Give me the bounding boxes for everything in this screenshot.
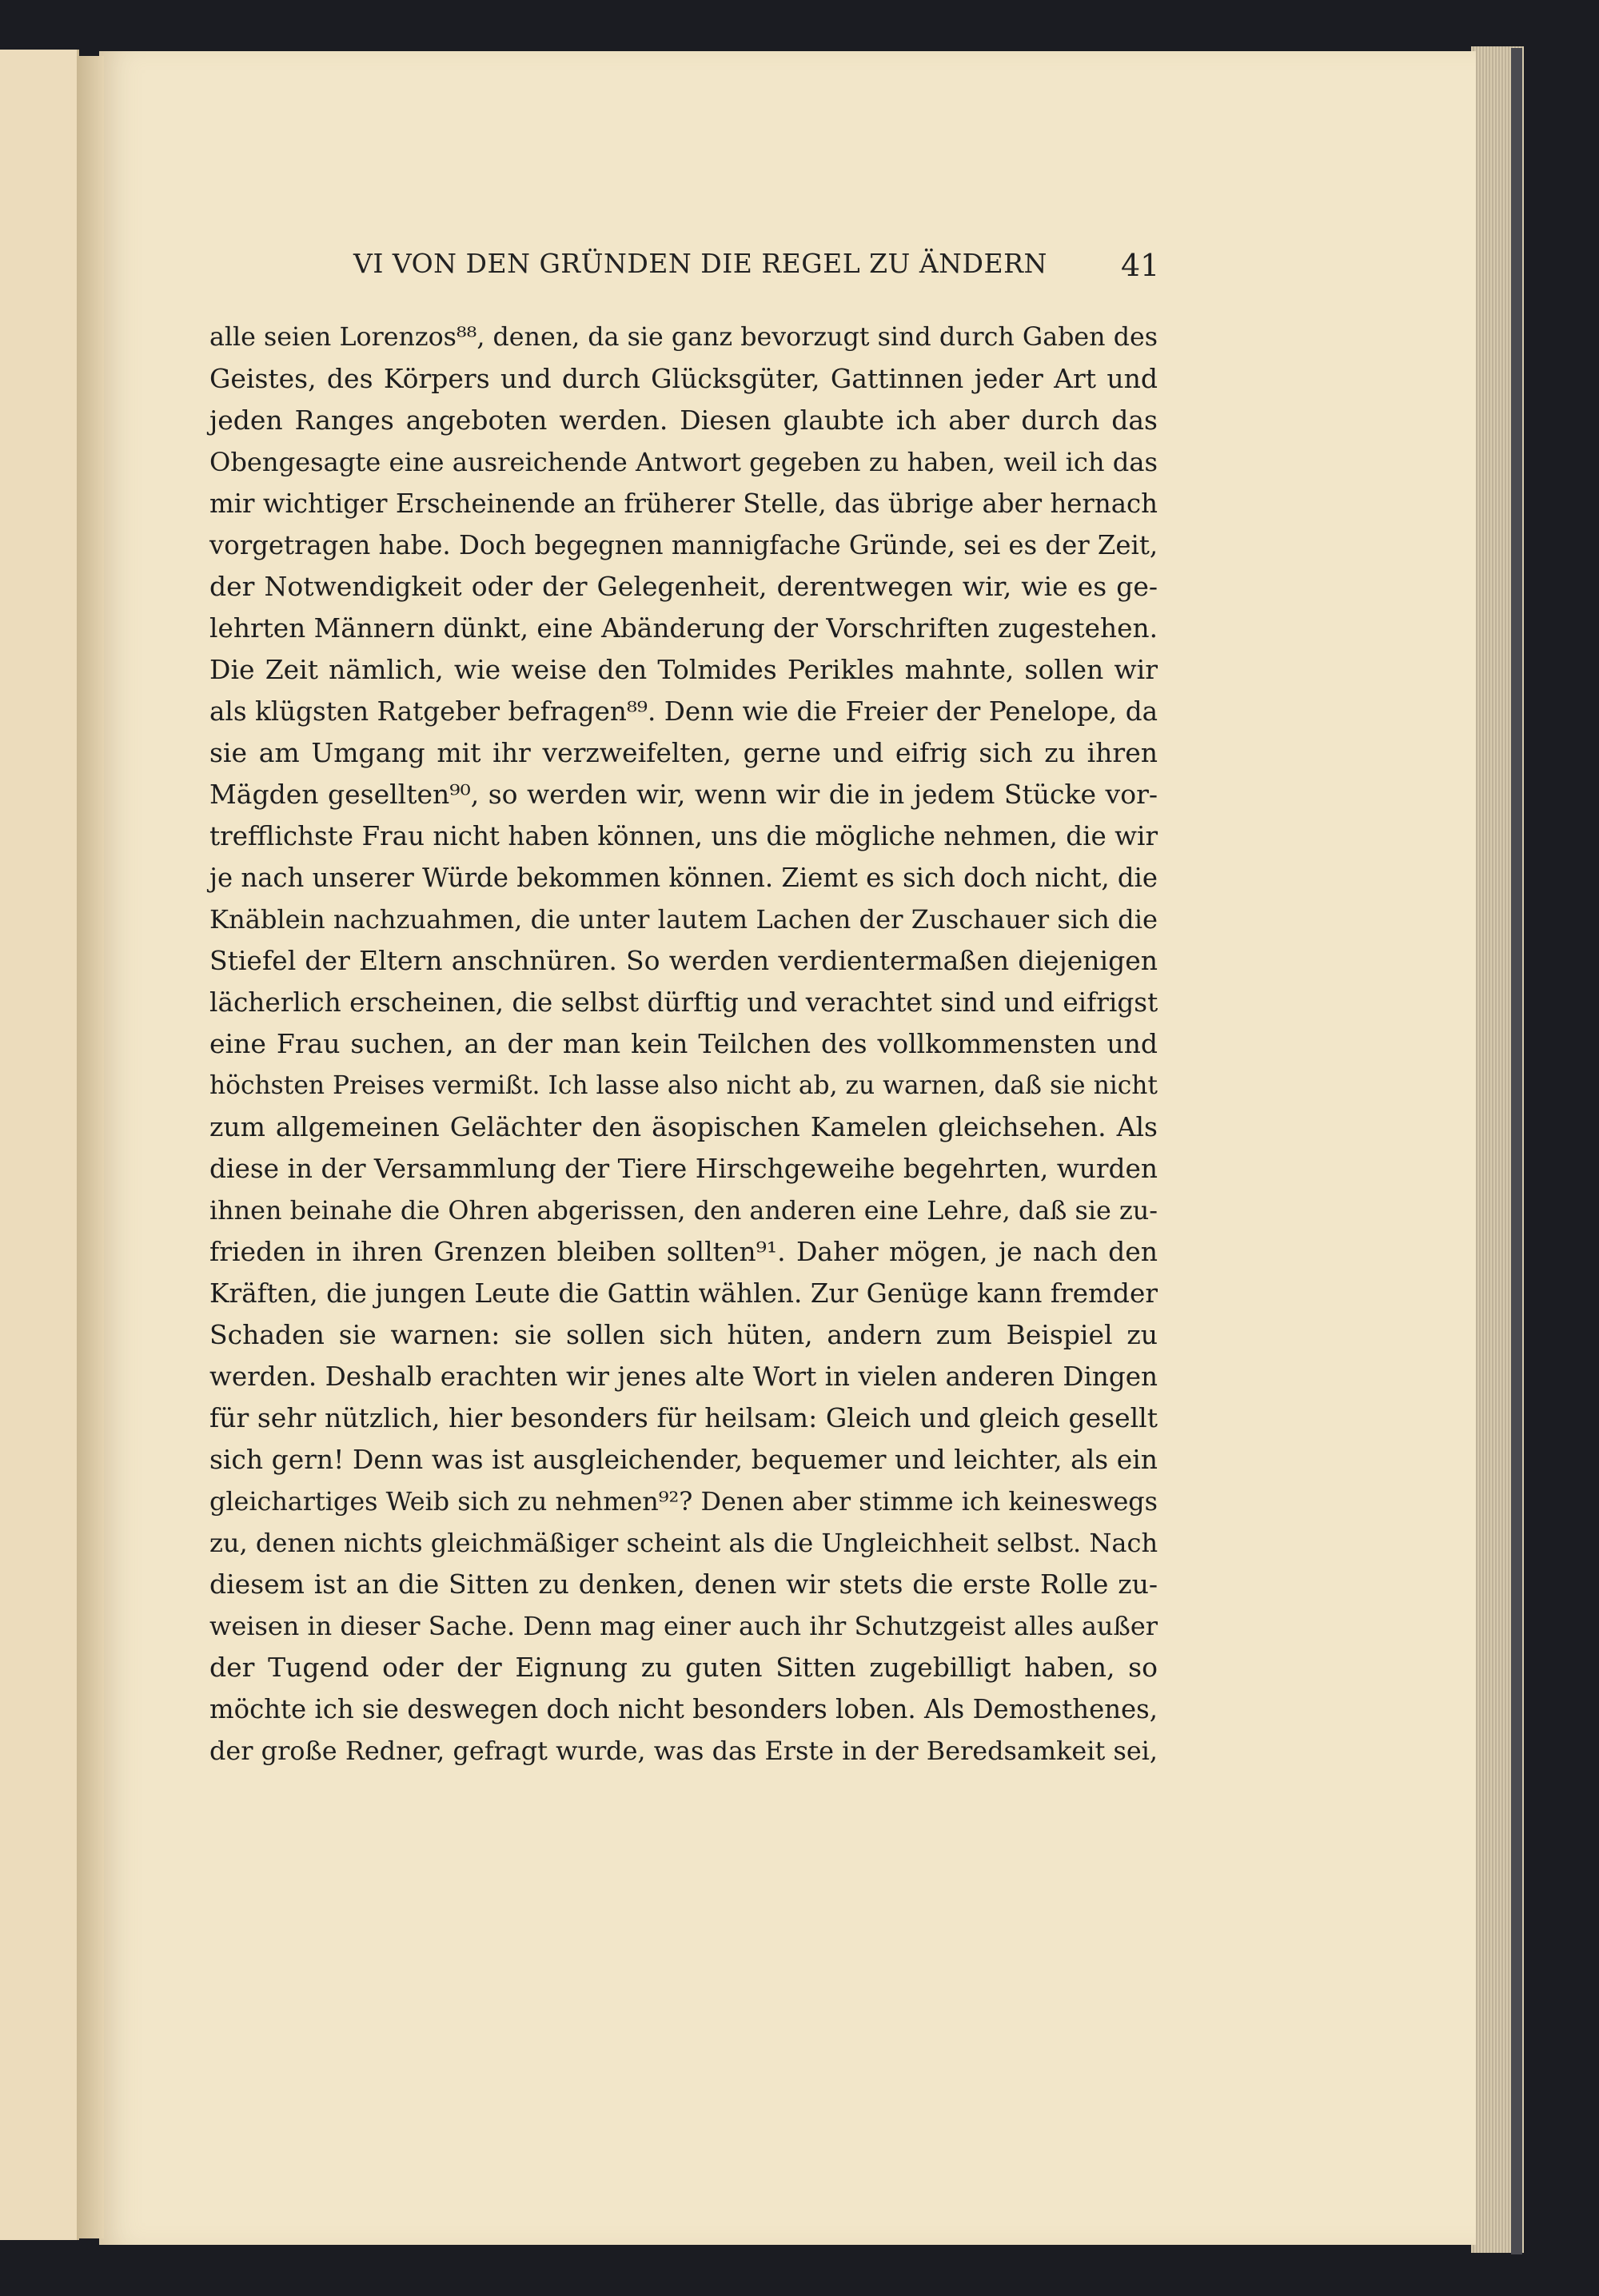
text-line: lehrten Männern dünkt, eine Abänderung der Vorschriften zugestehen. bbox=[209, 613, 1158, 644]
text-line: der Tugend oder der Eignung zu guten Sitten zugebilligt haben, so bbox=[209, 1652, 1158, 1683]
text-line: sie am Umgang mit ihr verzweifelten, gerne und eifrig sich zu ihren bbox=[209, 737, 1158, 768]
text-line: je nach unserer Würde bekommen können. Ziemt es sich doch nicht, die bbox=[209, 863, 1158, 893]
text-line: lächerlich erscheinen, die selbst dürftig und verachtet sind und eifrigst bbox=[209, 987, 1158, 1018]
text-line: gleichartiges Weib sich zu nehmen⁹²? Denen aber stimme ich keineswegs bbox=[209, 1486, 1158, 1517]
text-line: alle seien Lorenzos⁸⁸, denen, da sie ganz bevorzugt sind durch Gaben des bbox=[209, 323, 1158, 352]
text-line: möchte ich sie deswegen doch nicht besonders loben. Als Demosthenes, bbox=[209, 1694, 1158, 1724]
text-line: zu, denen nichts gleichmäßiger scheint als die Ungleichheit selbst. Nach bbox=[209, 1528, 1158, 1558]
text-line: Geistes, des Körpers und durch Glücksgüter, Gattinnen jeder Art und bbox=[209, 363, 1158, 394]
page-gutter bbox=[77, 56, 104, 2238]
running-header: VI VON DEN GRÜNDEN DIE REGEL ZU ÄNDERN bbox=[353, 248, 1047, 279]
text-line: vorgetragen habe. Doch begegnen mannigfache Gründe, sei es der Zeit, bbox=[209, 530, 1158, 560]
text-line: Stiefel der Eltern anschnüren. So werden verdientermaßen diejenigen bbox=[209, 945, 1158, 976]
text-line: Knäblein nachzuahmen, die unter lautem Lachen der Zuschauer sich die bbox=[209, 904, 1158, 935]
text-line: ihnen beinahe die Ohren abgerissen, den anderen eine Lehre, daß sie zu- bbox=[209, 1195, 1158, 1226]
text-line: diesem ist an die Sitten zu denken, denen wir stets die erste Rolle zu- bbox=[209, 1569, 1158, 1600]
text-line: mir wichtiger Erscheinende an früherer Stelle, das übrige aber hernach bbox=[209, 488, 1158, 519]
text-line: eine Frau suchen, an der man kein Teilchen des vollkommensten und bbox=[209, 1028, 1158, 1059]
text-line: der große Redner, gefragt wurde, was das Erste in der Beredsamkeit sei, bbox=[209, 1736, 1158, 1766]
text-line: als klügsten Ratgeber befragen⁸⁹. Denn wie die Freier der Penelope, da bbox=[209, 696, 1158, 727]
left-page-edge bbox=[0, 50, 79, 2240]
text-line: werden. Deshalb erachten wir jenes alte Wort in vielen anderen Dingen bbox=[209, 1361, 1158, 1392]
text-line: für sehr nützlich, hier besonders für heilsam: Gleich und gleich gesellt bbox=[209, 1402, 1158, 1433]
text-line: sich gern! Denn was ist ausgleichender, bequemer und leichter, als ein bbox=[209, 1444, 1158, 1475]
text-line: Schaden sie warnen: sie sollen sich hüten, andern zum Beispiel zu bbox=[209, 1319, 1158, 1350]
text-line: zum allgemeinen Gelächter den äsopischen Kamelen gleichsehen. Als bbox=[209, 1111, 1158, 1142]
text-line: weisen in dieser Sache. Denn mag einer auch ihr Schutzgeist alles außer bbox=[209, 1611, 1158, 1641]
text-line: diese in der Versammlung der Tiere Hirschgeweihe begehrten, wurden bbox=[209, 1154, 1158, 1184]
text-line: der Notwendigkeit oder der Gelegenheit, derentwegen wir, wie es ge- bbox=[209, 571, 1158, 602]
text-line: Die Zeit nämlich, wie weise den Tolmides Perikles mahnte, sollen wir bbox=[209, 654, 1158, 685]
text-line: frieden in ihren Grenzen bleiben sollten⁹¹. Daher mögen, je nach den bbox=[209, 1236, 1158, 1267]
text-line: jeden Ranges angeboten werden. Diesen glaubte ich aber durch das bbox=[209, 405, 1158, 436]
text-line: trefflichste Frau nicht haben können, uns die mögliche nehmen, die wir bbox=[209, 821, 1158, 851]
book-cover-edge bbox=[1511, 48, 1522, 2254]
text-line: höchsten Preises vermißt. Ich lasse also nicht ab, zu warnen, daß sie nicht bbox=[209, 1071, 1158, 1100]
page-number: 41 bbox=[1121, 248, 1160, 283]
text-line: Mägden gesellten⁹⁰, so werden wir, wenn wir die in jedem Stücke vor- bbox=[209, 779, 1158, 810]
text-line: Kräften, die jungen Leute die Gattin wählen. Zur Genüge kann fremder bbox=[209, 1278, 1158, 1309]
text-line: Obengesagte eine ausreichende Antwort gegeben zu haben, weil ich das bbox=[209, 447, 1158, 477]
body-text bbox=[209, 317, 1158, 1772]
